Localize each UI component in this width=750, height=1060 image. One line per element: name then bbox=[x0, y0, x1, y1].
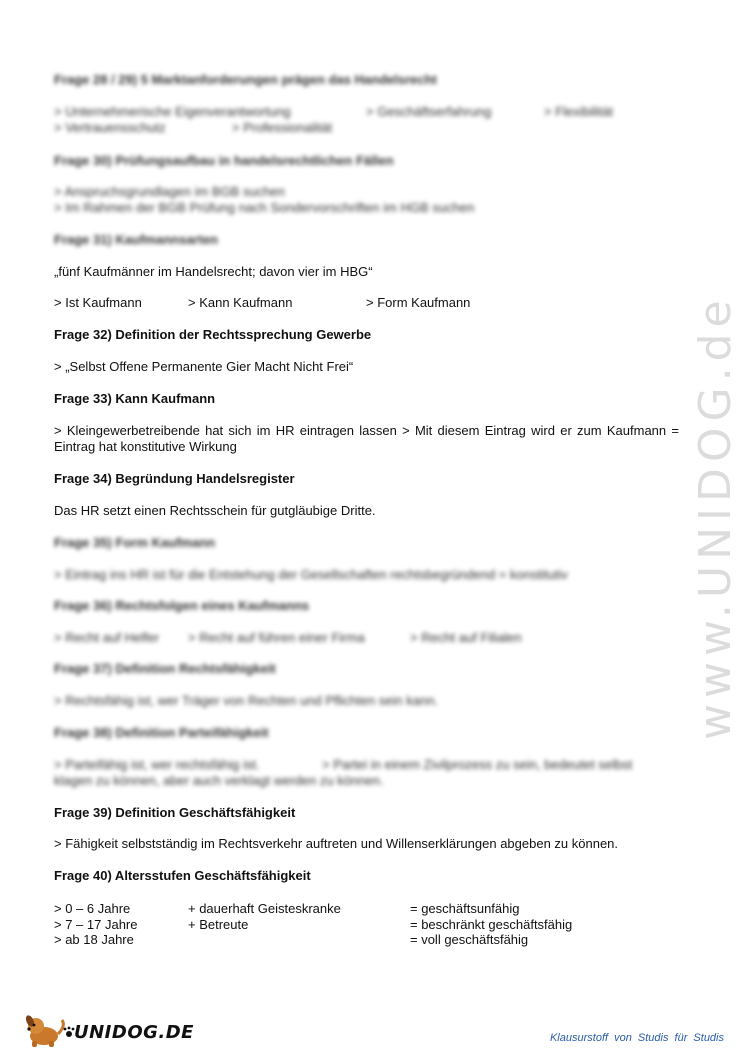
q28-item: > Unternehmerische Eigenverantwortung bbox=[54, 104, 291, 119]
footer-tagline: Klausurstoff von Studis für Studis bbox=[549, 1032, 724, 1044]
q38-item: klagen zu können, aber auch verklagt werden zu können. bbox=[54, 773, 384, 788]
q40-age: > 7 – 17 Jahre bbox=[54, 917, 138, 932]
q28-item: > Professionalität bbox=[232, 120, 333, 135]
q37-text: > Rechtsfähig ist, wer Träger von Rechten und Pflichten sein kann. bbox=[54, 693, 439, 708]
q37-title: Frage 37) Definition Rechtsfähigkeit bbox=[54, 661, 276, 676]
unidog-logo bbox=[22, 1010, 194, 1050]
q28-item: > Flexibilität bbox=[544, 104, 613, 119]
q34-text: Das HR setzt einen Rechtsschein für gutgläubige Dritte. bbox=[54, 503, 376, 518]
q40-age: > ab 18 Jahre bbox=[54, 932, 134, 947]
q38-title: Frage 38) Definition Parteifähigkeit bbox=[54, 725, 269, 740]
q36-item: > Recht auf Helfer bbox=[54, 630, 160, 645]
q38-item: > Parteifähig ist, wer rechtsfähig ist. bbox=[54, 757, 260, 772]
logo-text: UNIDOG.DE bbox=[74, 1022, 194, 1043]
q38-item: > Partei in einem Zivilprozess zu sein, bedeutet selbst bbox=[322, 757, 633, 772]
q33-text: > Kleingewerbetreibende hat sich im HR eintragen lassen > Mit diesem Eintrag wird er zum Kaufmann = Eintrag hat konstitutive Wirkung bbox=[54, 423, 679, 454]
q32-text: > „Selbst Offene Permanente Gier Macht Nicht Frei“ bbox=[54, 359, 354, 374]
q28-item: > Vertrauensschutz bbox=[54, 120, 166, 135]
q40-result: = beschränkt geschäftsfähig bbox=[410, 917, 573, 932]
watermark: www.UNIDOG.de bbox=[690, 294, 741, 740]
q35-text: > Eintrag ins HR ist für die Entstehung der Gesellschaften rechtsbegründend = konstitutiv bbox=[54, 567, 568, 582]
q28-item: > Geschäftserfahrung bbox=[366, 104, 492, 119]
q40-result: = voll geschäftsfähig bbox=[410, 932, 529, 947]
q40-age: > 0 – 6 Jahre bbox=[54, 901, 131, 916]
q40-extra: + Betreute bbox=[188, 917, 249, 932]
q39-title: Frage 39) Definition Geschäftsfähigkeit bbox=[54, 805, 296, 820]
q36-item: > Recht auf führen einer Firma bbox=[188, 630, 365, 645]
q31-item: > Kann Kaufmann bbox=[188, 295, 293, 310]
q36-title: Frage 36) Rechtsfolgen eines Kaufmanns bbox=[54, 598, 310, 613]
q32-title: Frage 32) Definition der Rechtssprechung Gewerbe bbox=[54, 327, 372, 342]
q36-item: > Recht auf Filialen bbox=[410, 630, 522, 645]
q40-result: = geschäftsunfähig bbox=[410, 901, 520, 916]
q40-extra: + dauerhaft Geisteskranke bbox=[188, 901, 341, 916]
q31-item: > Ist Kaufmann bbox=[54, 295, 142, 310]
q40-title: Frage 40) Altersstufen Geschäftsfähigkeit bbox=[54, 868, 311, 883]
q31-quote: „fünf Kaufmänner im Handelsrecht; davon vier im HBG“ bbox=[54, 264, 373, 279]
q33-title: Frage 33) Kann Kaufmann bbox=[54, 391, 216, 406]
q39-text: > Fähigkeit selbstständig im Rechtsverkehr auftreten und Willenserklärungen abgeben zu können. bbox=[54, 836, 619, 851]
q28-title: Frage 28 / 29) 5 Marktanforderungen prägen das Handelsrecht bbox=[54, 72, 437, 87]
q30-title: Frage 30) Prüfungsaufbau in handelsrechtlichen Fällen bbox=[54, 153, 394, 168]
q31-item: > Form Kaufmann bbox=[366, 295, 471, 310]
dog-icon bbox=[22, 1010, 82, 1050]
q30-item: > Anspruchsgrundlagen im BGB suchen bbox=[54, 184, 285, 199]
q35-title: Frage 35) Form Kaufmann bbox=[54, 535, 216, 550]
q30-item: > Im Rahmen der BGB Prüfung nach Sondervorschriften im HGB suchen bbox=[54, 200, 475, 215]
q34-title: Frage 34) Begründung Handelsregister bbox=[54, 471, 295, 486]
q31-title: Frage 31) Kaufmannsarten bbox=[54, 232, 218, 247]
